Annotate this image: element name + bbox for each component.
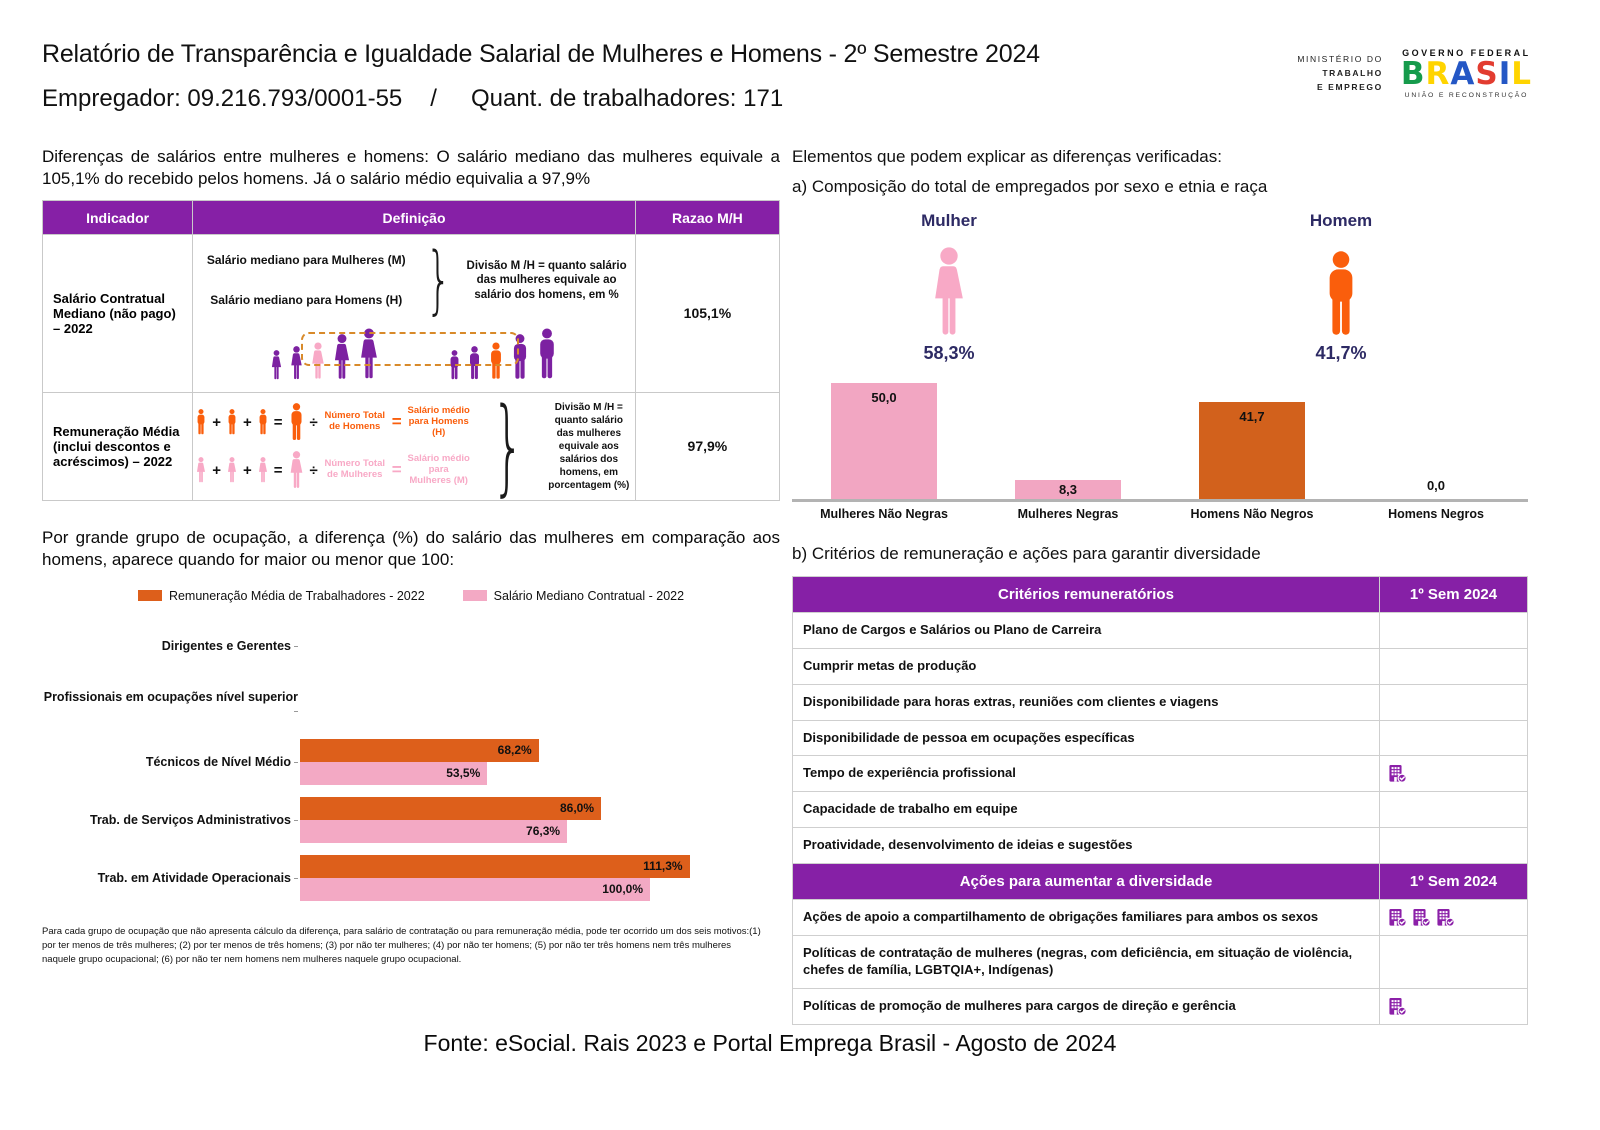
criteria-label: Disponibilidade de pessoa em ocupações específicas — [793, 720, 1380, 756]
indicator-label: Salário Contratual Mediano (não pago) – 2022 — [43, 235, 193, 393]
company-check-icon — [1436, 908, 1455, 927]
source-footer: Fonte: eSocial. Rais 2023 e Portal Emprega Brasil - Agosto de 2024 — [423, 1030, 1117, 1056]
criteria-label: Ações de apoio a compartilhamento de obrigações familiares para ambos os sexos — [793, 900, 1380, 936]
women-result-label: Salário médio para Mulheres (M) — [407, 452, 470, 486]
table-row-media — [43, 392, 780, 500]
criteria-row — [793, 756, 1528, 792]
period-header: 1º Sem 2024 — [1380, 576, 1528, 612]
criteria-row — [793, 720, 1528, 756]
occupation-label: Profissionais em ocupações nível superior — [42, 690, 300, 719]
col-header-razao: Razao M/H — [635, 201, 779, 235]
composition-column — [976, 377, 1160, 499]
criteria-period-cell — [1380, 988, 1528, 1024]
criteria-label: Plano de Cargos e Salários ou Plano de Carreira — [793, 612, 1380, 648]
divide-sign: ÷ — [309, 413, 318, 431]
legend-label: Salário Mediano Contratual - 2022 — [493, 588, 685, 603]
bar — [300, 878, 650, 901]
brasil-letter: L — [1511, 56, 1532, 92]
median-highlight-box — [301, 332, 519, 366]
occupation-bars — [300, 739, 780, 785]
female-percentage: 58,3% — [923, 342, 975, 363]
occupation-label: Dirigentes e Gerentes — [42, 639, 300, 653]
elements-intro: Elementos que podem explicar as diferenças verificadas: — [792, 147, 1222, 166]
legend-swatch — [463, 590, 487, 601]
company-check-icon — [1388, 997, 1407, 1016]
bar-value-label: 86,0% — [559, 801, 594, 816]
criteria-section-header: Ações para aumentar a diversidade — [793, 864, 1380, 900]
criteria-row — [793, 612, 1528, 648]
criteria-label: Tempo de experiência profissional — [793, 756, 1380, 792]
table-row-mediano — [43, 235, 780, 393]
indicator-label: Remuneração Média (inclui descontos e acréscimos) – 2022 — [43, 392, 193, 500]
criteria-label: Disponibilidade para horas extras, reuniões com clientes e viagens — [793, 684, 1380, 720]
composition-bar-chart — [792, 380, 1528, 521]
gov-bottom-label: UNIÃO E RECONSTRUÇÃO — [1404, 91, 1529, 99]
occupation-row — [42, 849, 780, 907]
composition-column — [1344, 377, 1528, 499]
criteria-label: Políticas de contratação de mulheres (negras, com deficiência, em situação de violência, chefes de família, LGBTQIA+, Indígenas) — [793, 936, 1380, 989]
bar — [300, 762, 487, 785]
equals-sign: = — [391, 460, 402, 480]
occupation-label: Técnicos de Nível Médio — [42, 755, 300, 769]
governo-federal-logo — [1401, 48, 1532, 99]
brasil-letter: I — [1498, 56, 1512, 92]
company-check-icon — [1388, 764, 1407, 783]
criteria-row — [793, 936, 1528, 989]
ministry-logo — [1297, 52, 1383, 95]
company-check-icon — [1388, 908, 1407, 927]
occupation-chart-legend — [42, 589, 780, 603]
criteria-row — [793, 684, 1528, 720]
report-header — [42, 40, 1282, 113]
bar-value-label: 50,0 — [871, 389, 897, 405]
brasil-letter: A — [1450, 56, 1476, 92]
bar-value-label: 0,0 — [1426, 477, 1446, 493]
ministry-line: MINISTÉRIO DO — [1297, 53, 1383, 64]
salary-difference-intro: Diferenças de salários entre mulheres e homens: O salário mediano das mulheres equivale a 105,1% do recebido pelos homens. Já o salário médio equivalia a 97,9% — [42, 147, 780, 189]
right-column — [792, 146, 1528, 1025]
criteria-period-cell — [1380, 936, 1528, 989]
criteria-row — [793, 792, 1528, 828]
col-header-definicao: Definição — [193, 201, 636, 235]
women-equation: + + = ÷ Número Total de Mulheres = Salário médio para Mulheres (M) — [195, 451, 470, 489]
brasil-letter: R — [1425, 56, 1451, 92]
category-label: Homens Negros — [1388, 506, 1484, 521]
female-composition — [854, 211, 1044, 364]
male-percentage: 41,7% — [1315, 342, 1367, 363]
ratio-value: 105,1% — [635, 235, 779, 393]
divide-sign: ÷ — [309, 461, 318, 479]
occupation-bars — [300, 681, 780, 727]
criteria-period-cell — [1380, 900, 1528, 936]
company-check-icon — [1412, 908, 1431, 927]
bar-value-label: 68,2% — [497, 743, 532, 758]
page-title: Relatório de Transparência e Igualdade Salarial de Mulheres e Homens - 2º Semestre 2024 — [42, 40, 1040, 68]
category-label: Mulheres Negras — [1017, 506, 1119, 521]
criteria-period-cell — [1380, 792, 1528, 828]
legend-item — [463, 589, 684, 603]
legend-item — [138, 589, 425, 603]
occupation-row — [42, 675, 780, 733]
bar — [300, 855, 690, 878]
occupation-intro: Por grande grupo de ocupação, a diferença (%) do salário das mulheres em comparação aos homens, aparece quando for maior ou menor que 100: — [42, 527, 780, 569]
occupation-row — [42, 791, 780, 849]
legend-swatch — [138, 590, 162, 601]
period-header: 1º Sem 2024 — [1380, 864, 1528, 900]
bar-value-label: 111,3% — [643, 859, 683, 874]
criteria-period-cell — [1380, 756, 1528, 792]
ratio-value: 97,9% — [635, 392, 779, 500]
brasil-logo — [1401, 58, 1532, 91]
female-figure-icon — [270, 350, 283, 380]
ministry-line: TRABALHO — [1322, 68, 1383, 79]
gov-top-label: GOVERNO FEDERAL — [1402, 48, 1531, 58]
employer-line — [42, 85, 1282, 113]
female-figure-icon — [929, 247, 969, 337]
category-label: Homens Não Negros — [1190, 506, 1314, 521]
criteria-period-cell — [1380, 648, 1528, 684]
bar-value-label: 76,3% — [526, 824, 561, 839]
mean-note: Divisão M /H = quanto salário das mulheres equivale aos salários dos homens, em porcentagem (%) — [548, 401, 630, 491]
bar-value-label: 8,3 — [1058, 481, 1078, 497]
separator: / — [430, 85, 437, 112]
legend-label: Remuneração Média de Trabalhadores - 2022 — [168, 588, 425, 603]
occupation-row — [42, 617, 780, 675]
bar-value-label: 53,5% — [446, 766, 481, 781]
occupation-label: Trab. de Serviços Administrativos — [42, 813, 300, 827]
men-divisor-label: Número Total de Homens — [324, 410, 385, 433]
bar — [300, 739, 539, 762]
ministry-line: E EMPREGO — [1316, 82, 1383, 93]
category-label: Mulheres Não Negras — [820, 506, 948, 521]
sex-composition — [792, 211, 1528, 364]
brasil-letter: B — [1400, 56, 1426, 92]
occupation-footnote: Para cada grupo de ocupação que não apresenta cálculo da diferença, para salário de contratação ou para remuneração média, pode ter ocorrido um dos seis motivos:(1) por ter menos de três mulheres; (2) por ter menos de três homens; (3) por não ter mulheres; (4) por não ter homens; (5) por não ter três homens nem três mulheres naquele grupo ocupacional; (6) por não ter nem homens nem mulheres naquele grupo ocupacional. — [42, 925, 761, 966]
male-composition — [1246, 211, 1436, 364]
male-label: Homem — [1309, 210, 1373, 230]
criteria-period-cell — [1380, 684, 1528, 720]
bar — [300, 820, 567, 843]
occupation-bars — [300, 623, 780, 669]
bar-value-label: 41,7 — [1239, 408, 1265, 424]
logos — [1297, 48, 1532, 99]
criteria-period-cell — [1380, 612, 1528, 648]
left-column — [42, 146, 780, 968]
criteria-label: Proatividade, desenvolvimento de ideias e sugestões — [793, 828, 1380, 864]
def-women-label: Salário mediano para Mulheres (M) — [206, 253, 406, 268]
composition-column — [1160, 377, 1344, 499]
criteria-row — [793, 828, 1528, 864]
men-result-label: Salário médio para Homens (H) — [407, 404, 470, 438]
criteria-table — [792, 576, 1528, 1025]
mean-definition — [193, 384, 635, 507]
people-pictogram — [193, 314, 635, 392]
criteria-row — [793, 988, 1528, 1024]
criteria-period-cell — [1380, 720, 1528, 756]
occupation-bar-chart — [42, 617, 780, 907]
bar — [300, 797, 601, 820]
women-divisor-label: Número Total de Mulheres — [324, 458, 385, 481]
equals-sign: = — [391, 412, 402, 432]
criteria-section-header: Critérios remuneratórios — [793, 576, 1380, 612]
male-figure-icon — [1322, 251, 1360, 337]
section-b-title: b) Critérios de remuneração e ações para garantir diversidade — [792, 543, 1261, 563]
col-header-indicador: Indicador — [43, 201, 193, 235]
median-note: Divisão M /H = quanto salário das mulheres equivale ao salário dos homens, em % — [466, 259, 627, 301]
criteria-row — [793, 648, 1528, 684]
composition-column — [792, 377, 976, 499]
criteria-row — [793, 900, 1528, 936]
men-equation: + + = ÷ Número Total de Homens = Salário médio para Homens (H) — [195, 403, 470, 441]
criteria-label: Políticas de promoção de mulheres para cargos de direção e gerência — [793, 988, 1380, 1024]
employer-id: Empregador: 09.216.793/0001-55 — [42, 85, 403, 112]
brace-glyph: } — [425, 237, 452, 324]
criteria-label: Capacidade de trabalho em equipe — [793, 792, 1380, 828]
occupation-bars — [300, 797, 780, 843]
male-figure-icon — [536, 328, 558, 380]
bar-value-label: 100,0% — [602, 882, 643, 897]
occupation-label: Trab. em Atividade Operacionais — [42, 871, 300, 885]
median-definition — [193, 235, 635, 324]
workers-count: Quant. de trabalhadores: 171 — [470, 85, 784, 112]
brasil-letter: S — [1475, 56, 1499, 92]
section-a-title: a) Composição do total de empregados por sexo e etnia e raça — [792, 176, 1268, 196]
criteria-period-cell — [1380, 828, 1528, 864]
brace-glyph: } — [491, 384, 525, 507]
indicator-table — [42, 200, 780, 507]
female-label: Mulher — [921, 210, 977, 230]
occupation-bars — [300, 855, 780, 901]
def-men-label: Salário mediano para Homens (H) — [210, 293, 403, 308]
occupation-row — [42, 733, 780, 791]
criteria-label: Cumprir metas de produção — [793, 648, 1380, 684]
